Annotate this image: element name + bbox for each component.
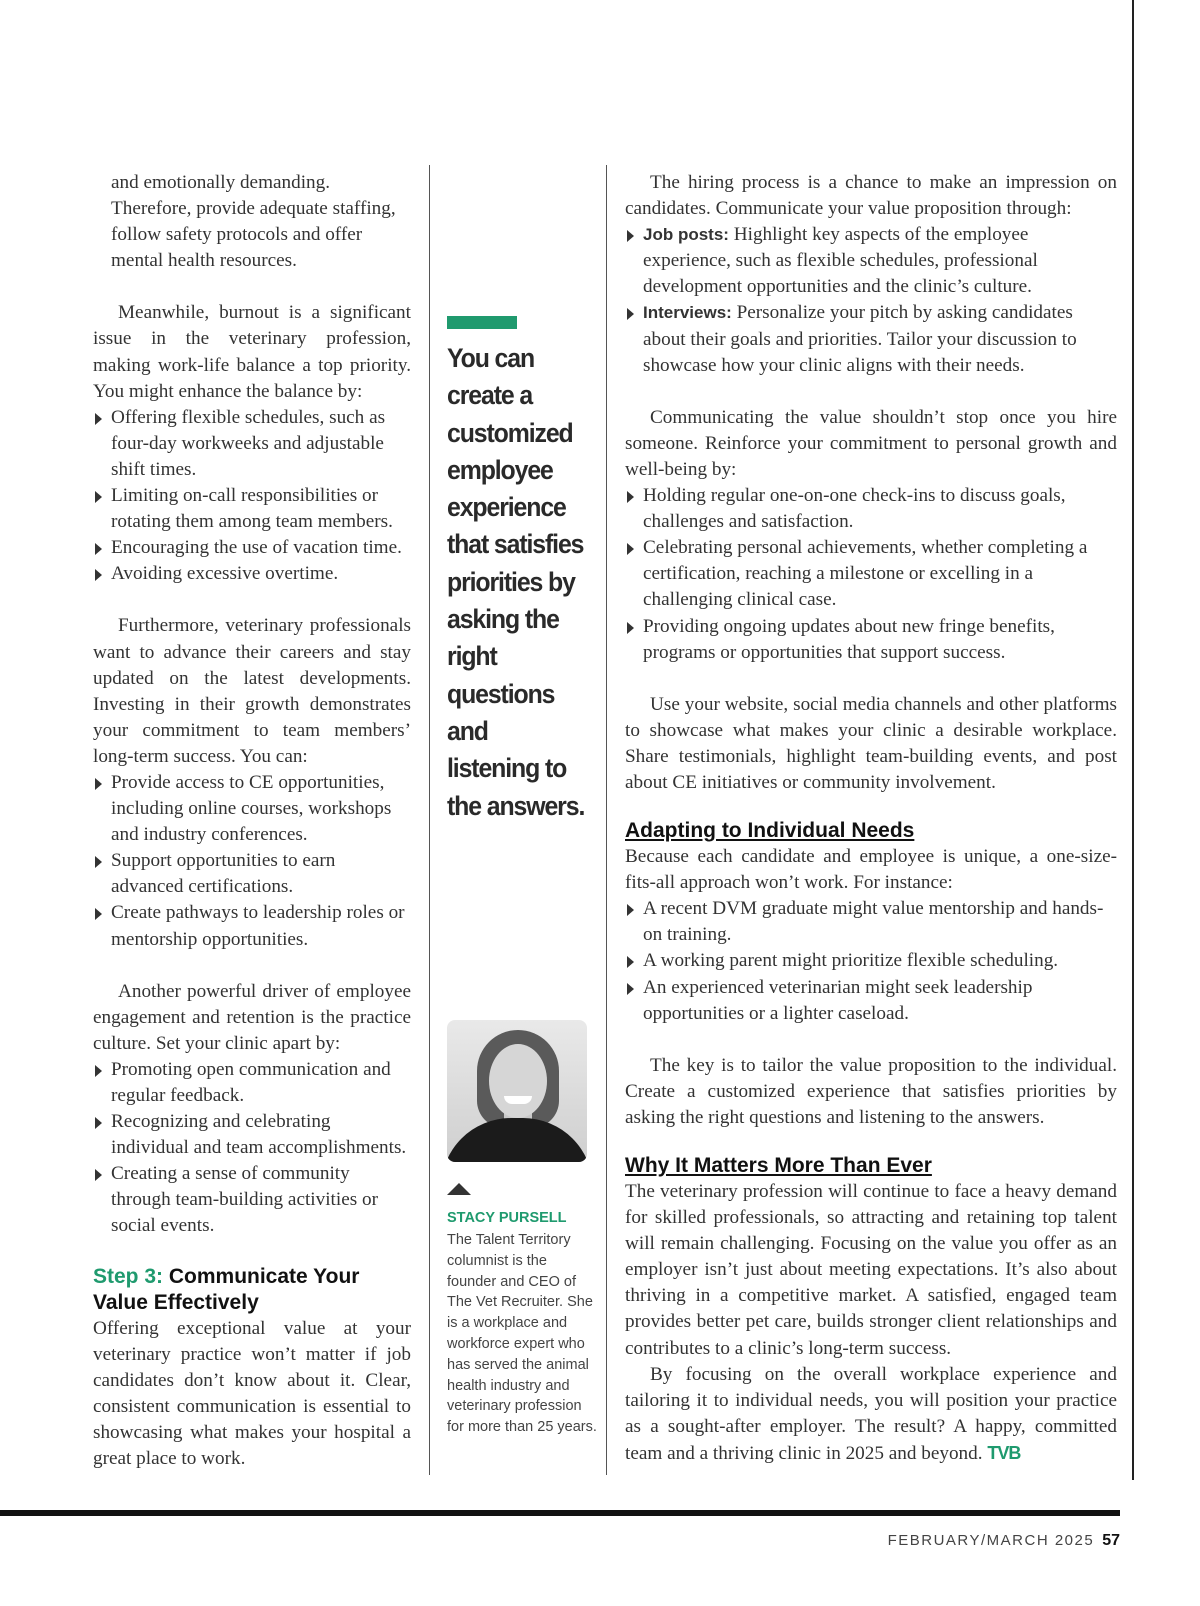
bullet-triangle-icon xyxy=(95,569,102,581)
page-footer xyxy=(888,1532,1120,1550)
bullet-triangle-icon xyxy=(95,543,102,555)
column-divider-right xyxy=(606,165,607,1475)
step3-heading xyxy=(93,1264,411,1316)
list-item: Celebrating personal achievements, whether completing a certification, reaching a milestone or excelling in a challenging clinical case. xyxy=(625,535,1117,613)
bullet-triangle-icon xyxy=(627,308,634,320)
column-left xyxy=(93,170,411,1472)
paragraph-website: Use your website, social media channels and other platforms to showcase what makes your clinic a desirable workplace. Share testimonials, highlight team-building events, and post about CE initiatives or community involvement. xyxy=(625,693,1117,793)
paragraph-intro: and emotionally demanding. Therefore, provide adequate staffing, follow safety protocols and offer mental health resources. xyxy=(111,172,396,272)
paragraph-hiring: The hiring process is a chance to make an impression on candidates. Communicate your value proposition through: xyxy=(625,172,1117,220)
bullet-triangle-icon xyxy=(95,856,102,868)
list-item: Avoiding excessive overtime. xyxy=(93,561,411,587)
paragraph-matters-1: The veterinary profession will continue to face a heavy demand for skilled professionals, so attracting and retaining top talent will remain challenging. Focusing on the value you offer as an employer isn’t just about meeting expectations. It’s also about thriving in a competitive market. A satisfied, engaged team provides better pet care, builds stronger client relationships and contributes to a clinic’s long-term success. xyxy=(625,1181,1117,1359)
bullet-triangle-icon xyxy=(627,904,634,916)
list-item: A recent DVM graduate might value mentorship and hands-on training. xyxy=(625,896,1117,948)
list-item: Provide access to CE opportunities, including online courses, workshops and industry conferences. xyxy=(93,770,411,848)
burnout-list xyxy=(93,405,411,588)
bullet-triangle-icon xyxy=(95,778,102,790)
list-item: Creating a sense of community through team-building activities or social events. xyxy=(93,1161,411,1239)
bullet-triangle-icon xyxy=(95,1169,102,1181)
bullet-triangle-icon xyxy=(627,956,634,968)
bullet-triangle-icon xyxy=(627,622,634,634)
paragraph-careers: Furthermore, veterinary professionals want to advance their careers and stay updated on the latest developments. Investing in their growth demonstrates your commitment to team members’ long-term success. You can: xyxy=(93,615,411,767)
page-number: 57 xyxy=(1102,1532,1120,1549)
bullet-triangle-icon xyxy=(95,1065,102,1077)
reinforce-list xyxy=(625,483,1117,666)
caption-arrow-icon xyxy=(447,1183,471,1195)
list-item: Support opportunities to earn advanced certifications. xyxy=(93,848,411,900)
bullet-triangle-icon xyxy=(95,908,102,920)
paragraph-matters-2: By focusing on the overall workplace experience and tailoring it to individual needs, you will position your practice as a sought-after employer. The result? A happy, committed team and a thriving clinic in 2025 and beyond. TVB xyxy=(625,1363,1117,1464)
bullet-triangle-icon xyxy=(627,543,634,555)
adapting-list xyxy=(625,896,1117,1026)
list-item: A working parent might prioritize flexible scheduling. xyxy=(625,948,1117,974)
list-item: Job posts: Highlight key aspects of the employee experience, such as flexible schedules, professional development opportunities and the clinic’s culture. xyxy=(625,222,1117,300)
heading-adapting: Adapting to Individual Needs xyxy=(625,819,915,843)
bullet-triangle-icon xyxy=(95,491,102,503)
bullet-triangle-icon xyxy=(627,491,634,503)
pull-quote: You can create a customized employee experience that satisfies priorities by asking the right questions and listening to the answers. xyxy=(447,343,585,821)
paragraph-burnout: Meanwhile, burnout is a significant issue in the veterinary profession, making work-life balance a top priority. You might enhance the balance by: xyxy=(93,302,411,402)
bullet-triangle-icon xyxy=(95,1117,102,1129)
heading-matters: Why It Matters More Than Ever xyxy=(625,1154,932,1177)
paragraph-key: The key is to tailor the value proposition to the individual. Create a customized experience that satisfies priorities by asking the right questions and listening to the answers. xyxy=(625,1054,1117,1128)
list-item: Encouraging the use of vacation time. xyxy=(93,535,411,561)
issue-date: FEBRUARY/MARCH 2025 xyxy=(887,1532,1095,1549)
column-divider-left xyxy=(429,165,430,1475)
bullet-triangle-icon xyxy=(627,230,634,242)
footer-rule xyxy=(0,1510,1120,1516)
paragraph-reinforce: Communicating the value shouldn’t stop once you hire someone. Reinforce your commitment to personal growth and well-being by: xyxy=(625,406,1117,480)
page-edge-rule xyxy=(1132,0,1134,1480)
column-right xyxy=(625,170,1117,1467)
tvb-end-mark: TVB xyxy=(987,1442,1021,1463)
author-bio: The Talent Territory columnist is the founder and CEO of The Vet Recruiter. She is a workplace and workforce expert who has served the animal health industry and veterinary profession for more than 25 years. xyxy=(447,1232,597,1436)
list-item: Holding regular one-on-one check-ins to discuss goals, challenges and satisfaction. xyxy=(625,483,1117,535)
careers-list xyxy=(93,770,411,953)
bullet-triangle-icon xyxy=(627,983,634,995)
author-name: STACY PURSELL xyxy=(447,1210,567,1226)
list-item: Recognizing and celebrating individual and team accomplishments. xyxy=(93,1109,411,1161)
paragraph-culture: Another powerful driver of employee engagement and retention is the practice culture. Set your clinic apart by: xyxy=(93,980,411,1054)
list-item: Offering flexible schedules, such as four-day workweeks and adjustable shift times. xyxy=(93,405,411,483)
list-item: Limiting on-call responsibilities or rotating them among team members. xyxy=(93,483,411,535)
pull-quote-accent-bar xyxy=(447,316,517,329)
bullet-triangle-icon xyxy=(95,413,102,425)
list-item: Providing ongoing updates about new fringe benefits, programs or opportunities that support success. xyxy=(625,614,1117,666)
step-label: Step 3: xyxy=(93,1264,164,1288)
list-item: Create pathways to leadership roles or mentorship opportunities. xyxy=(93,900,411,952)
step-title: Communicate Your Value Effectively xyxy=(93,1264,360,1314)
culture-list xyxy=(93,1057,411,1240)
paragraph-step3: Offering exceptional value at your veterinary practice won’t matter if job candidates don’t know about it. Clear, consistent communication is essential to showcasing what makes your hospital a great place to work. xyxy=(93,1317,411,1470)
hiring-list xyxy=(625,222,1117,379)
list-item: Interviews: Personalize your pitch by asking candidates about their goals and priorities. Tailor your discussion to showcase how your clinic aligns with their needs. xyxy=(625,300,1117,378)
list-item: Promoting open communication and regular feedback. xyxy=(93,1057,411,1109)
paragraph-adapting: Because each candidate and employee is unique, a one-size-fits-all approach won’t work. For instance: xyxy=(625,846,1117,894)
author-photo xyxy=(447,1020,587,1162)
list-item: An experienced veterinarian might seek leadership opportunities or a lighter caseload. xyxy=(625,975,1117,1027)
